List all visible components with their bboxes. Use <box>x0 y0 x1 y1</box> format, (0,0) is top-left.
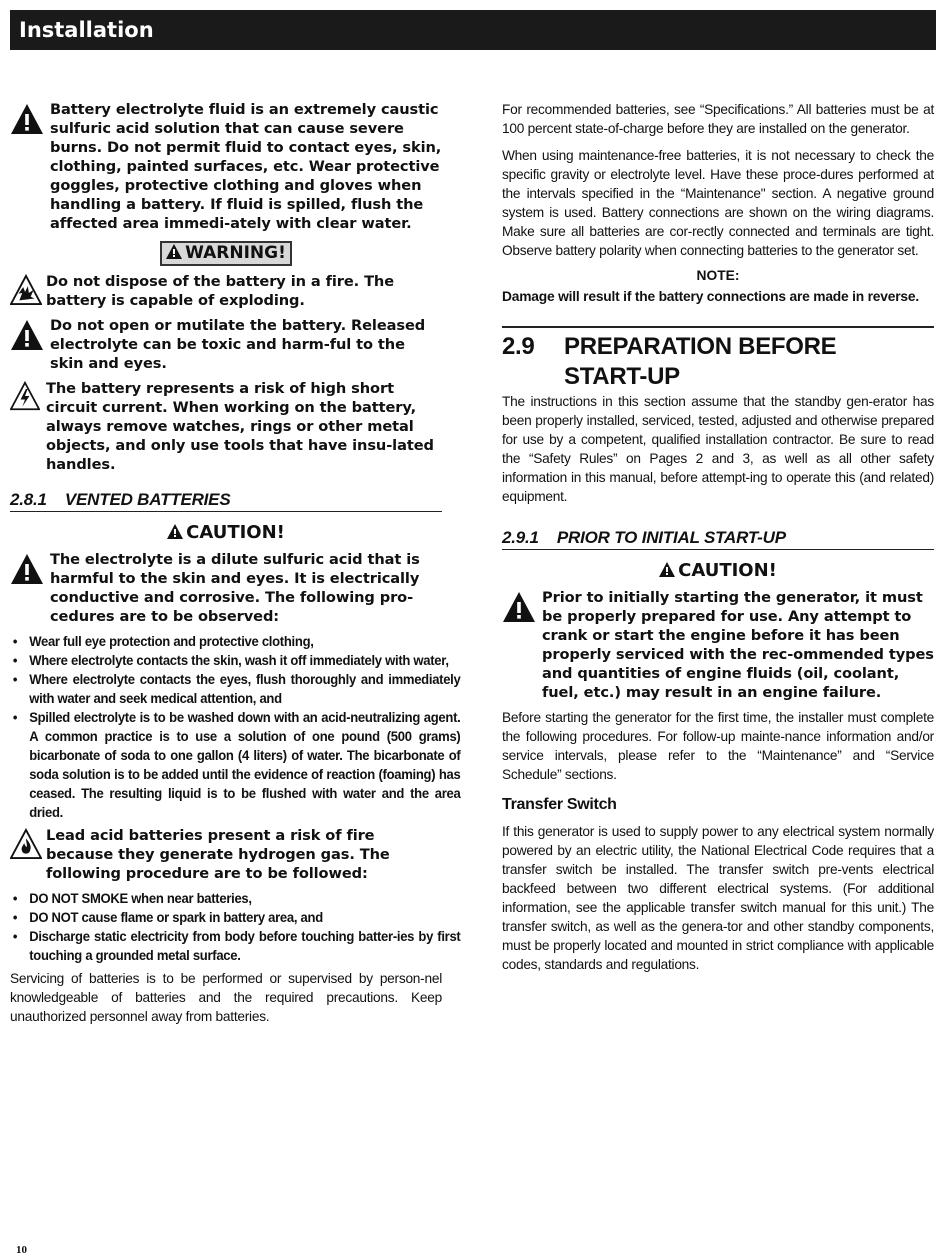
caution-electrolyte <box>10 550 442 626</box>
list-item: • Spilled electrolyte is to be washed down with an acid-neutralizing agent. A common practice is to use a solution of one pound (500 grams) bicarbonate of soda to one gallon (4 liters) of water. The bicarbonate of soda solution is to be added until the evidence of reaction (foaming) has ceased. The resulting liquid is to be flushed with water and the area dried. <box>10 708 460 822</box>
transfer-switch-paragraph: If this generator is used to supply power to any electrical system normally powered by an electric utility, the National Electrical Code requires that a transfer switch be installed. The transfer switch pre-vents electrical backfeed between two different electrical systems. (For additional information, see the applicable transfer switch manual for this unit.) The transfer switch, as well as the genera-tor and other standby components, must be properly located and mounted in strict compliance with applicable codes, standards and regulations. <box>502 824 934 972</box>
exclamation-triangle-icon <box>502 590 536 624</box>
warning-open <box>10 316 442 373</box>
electric-shock-icon <box>10 381 40 411</box>
right-column <box>502 100 934 982</box>
warning-label: WARNING! <box>185 243 286 263</box>
caution-label: CAUTION! <box>186 522 285 543</box>
page-number: 10 <box>16 1244 27 1256</box>
fire-procedure-list <box>10 889 461 965</box>
caution-triangle-icon <box>167 524 183 539</box>
caution-electrolyte-text: The electrolyte is a dilute sulfuric acid that is harmful to the skin and eyes. It is electrically conductive and corrosive. The following pro-cedures are to be observed: <box>50 551 420 625</box>
servicing-paragraph: Servicing of batteries is to be performed or supervised by person-nel knowledgeable of batteries and the required precautions. Keep unauthorized personnel away from batteries. <box>10 971 442 1024</box>
section-title-line2: START-UP <box>564 363 680 390</box>
header-title: Installation <box>19 18 154 42</box>
list-item: • Discharge static electricity from body before touching batter-ies by first touching a grounded metal surface. <box>10 927 460 965</box>
warning-open-text: Do not open or mutilate the battery. Released electrolyte can be toxic and harm-ful to the skin and eyes. <box>50 317 426 372</box>
section-heading-preparation <box>502 332 934 392</box>
flame-icon <box>10 828 42 860</box>
subsection-heading-vented-batteries: 2.8.1 VENTED BATTERIES <box>10 490 442 512</box>
exclamation-triangle-icon <box>10 102 44 136</box>
caution-startup <box>502 588 934 702</box>
warning-electrolyte <box>10 100 442 233</box>
list-item: • DO NOT SMOKE when near batteries, <box>10 889 460 908</box>
explosion-icon <box>10 274 42 306</box>
list-item: • DO NOT cause flame or spark in battery area, and <box>10 908 460 927</box>
maintenance-free-paragraph: When using maintenance-free batteries, it is not necessary to check the specific gravity or electrolyte level. Have these proce-dures performed at the intervals specified in the “Maintenance" section. A negative ground system is used. Battery connections are shown on the wiring diagrams. Make sure all batteries are cor-rectly connected and terminals are tight. Observe battery polarity when connecting batteries to the generator set. <box>502 148 934 258</box>
warning-hydrogen-text: Lead acid batteries present a risk of fire because they generate hydrogen gas. The following procedure are to be followed: <box>46 827 390 882</box>
caution-signal <box>10 522 442 544</box>
warning-signal <box>10 241 442 266</box>
note-label: NOTE: <box>696 268 740 283</box>
subsection-heading-prior-startup: 2.9.1 PRIOR TO INITIAL START-UP <box>502 528 934 550</box>
warning-current-text: The battery represents a risk of high short circuit current. When working on the battery, always remove watches, rings or other metal objects, and only use tools that have insu-lated handles. <box>46 380 434 473</box>
before-starting-paragraph: Before starting the generator for the first time, the installer must complete the following procedures. For follow-up mainte-nance information and/or service intervals, please refer to the “Maintenance” and “Service Schedule” sections. <box>502 710 934 782</box>
transfer-switch-heading: Transfer Switch <box>502 796 617 813</box>
left-column <box>10 100 461 1034</box>
warning-hydrogen <box>10 826 442 883</box>
list-item: • Where electrolyte contacts the eyes, flush thoroughly and immediately with water and seek medical attention, and <box>10 670 460 708</box>
section-title-line1: PREPARATION BEFORE <box>564 333 837 360</box>
caution-signal <box>502 560 934 582</box>
page-header <box>10 10 936 50</box>
electrolyte-procedure-list <box>10 632 461 822</box>
warning-current <box>10 379 442 474</box>
list-item: • Wear full eye protection and protective clothing, <box>10 632 460 651</box>
exclamation-triangle-icon <box>10 552 44 586</box>
caution-triangle-icon <box>659 562 675 577</box>
list-item: • Where electrolyte contacts the skin, wash it off immediately with water, <box>10 651 460 670</box>
note-text: Damage will result if the battery connections are made in reverse. <box>502 289 919 304</box>
section-divider <box>502 326 934 328</box>
caution-startup-text: Prior to initially starting the generator, it must be properly prepared for use. Any attempt to crank or start the engine before it has been properly serviced with the rec-ommended types and quantities of engine fluids (oil, coolant, fuel, etc.) may result in an engine failure. <box>542 589 934 701</box>
warning-fire-text: Do not dispose of the battery in a fire. The battery is capable of exploding. <box>46 273 395 309</box>
caution-label: CAUTION! <box>678 560 777 581</box>
warning-triangle-icon <box>166 244 182 259</box>
warning-electrolyte-text: Battery electrolyte fluid is an extremely caustic sulfuric acid solution that can cause severe burns. Do not permit fluid to contact eyes, skin, clothing, painted surfaces, etc. Wear protective goggles, protective clothing and gloves when handling a battery. If fluid is spilled, flush the affected area immedi-ately with clear water. <box>50 101 442 232</box>
preparation-paragraph: The instructions in this section assume that the standby gen-erator has been properly installed, serviced, tested, adjusted and otherwise prepared for use by a competent, qualified installation contractor. Be sure to read the “Safety Rules” on Pages 2 and 3, as well as all other safety information in this manual, before attempt-ing to operate this (and related) equipment. <box>502 394 934 504</box>
exclamation-triangle-icon <box>10 318 44 352</box>
section-number: 2.9 <box>502 333 535 360</box>
warning-fire <box>10 272 442 310</box>
batteries-paragraph: For recommended batteries, see “Specifications.” All batteries must be at 100 percent state-of-charge before they are installed on the generator. <box>502 102 934 136</box>
